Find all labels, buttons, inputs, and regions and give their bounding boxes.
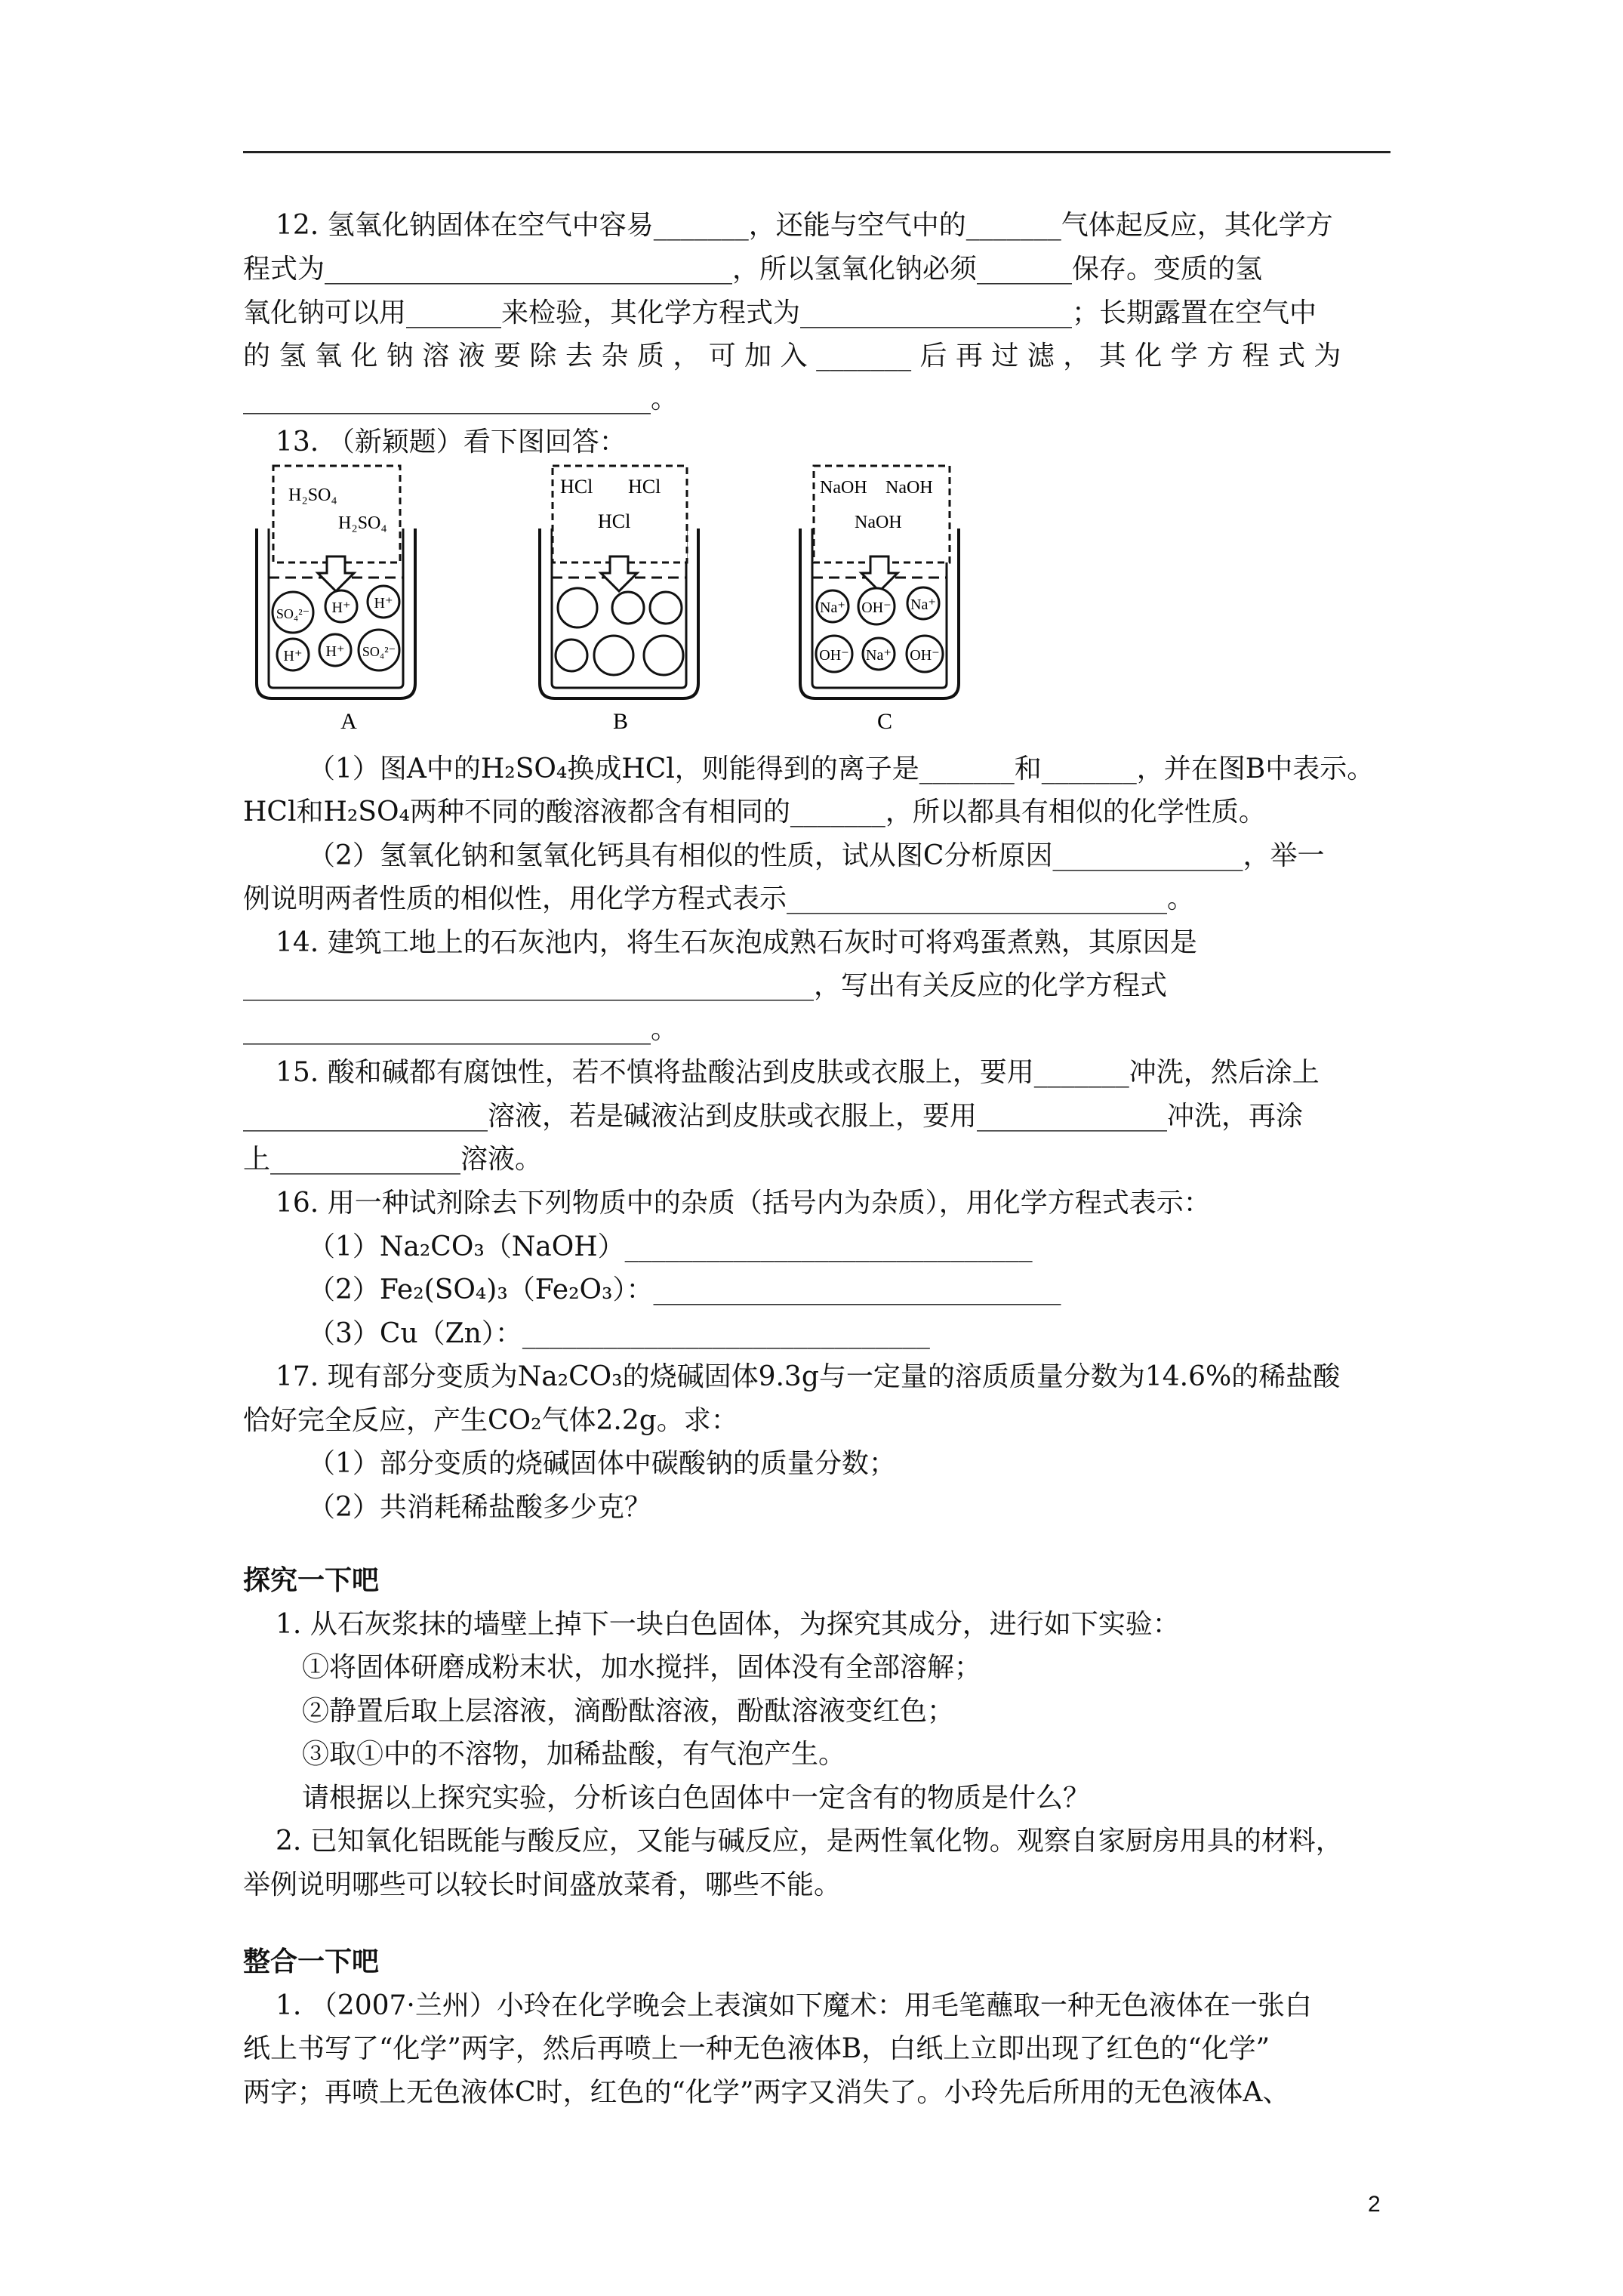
beaker-figure — [249, 457, 989, 744]
explore-step-2: ②静置后取上层溶液，滴酚酞溶液，酚酞溶液变红色； — [302, 1696, 955, 1727]
b-drop-2: HCl — [628, 476, 661, 498]
explore-question: 请根据以上探究实验，分析该白色固体中一定含有的物质是什么？ — [302, 1783, 1091, 1814]
a-ion-2: H⁺ — [331, 599, 351, 616]
c-ion-3: Na⁺ — [910, 596, 936, 613]
q17-sub-1: （1）部分变质的烧碱固体中碳酸钠的质量分数； — [308, 1448, 896, 1479]
a-ion-3: H⁺ — [374, 595, 393, 612]
q16-item-1: （1）Na₂CO₃（NaOH）______________________________ — [308, 1231, 1033, 1262]
a-ion-6: SO₄²⁻ — [362, 644, 396, 659]
b-drop-1: HCl — [560, 476, 593, 498]
integrate-section-title: 整合一下吧 — [243, 1946, 380, 1977]
beaker-a — [257, 466, 415, 734]
c-drop-2: NaOH — [885, 478, 933, 498]
beaker-c-label: C — [876, 709, 893, 734]
q14-line-1: 14. 建筑工地上的石灰池内，将生石灰泡成熟石灰时可将鸡蛋煮熟，其原因是 — [276, 927, 1197, 958]
explore-step-1: ①将固体研磨成粉末状，加水搅拌，固体没有全部溶解； — [302, 1652, 982, 1683]
explore-q2-line-1: 2. 已知氧化铝既能与酸反应，又能与碱反应，是两性氧化物。观察自家厨房用具的材料， — [276, 1826, 1343, 1857]
integrate-line-1: 1. （2007·兰州）小玲在化学晚会上表演如下魔术：用毛笔蘸取一种无色液体在一张白 — [276, 1990, 1312, 2021]
explore-section-title: 探究一下吧 — [243, 1565, 380, 1596]
header-rule — [243, 151, 1390, 153]
q12-line-2: 程式为______________________________，所以氢氧化钠必须_______保存。变质的氢 — [243, 254, 1263, 285]
explore-q1: 1. 从石灰浆抹的墙壁上掉下一块白色固体，为探究其成分，进行如下实验： — [276, 1609, 1180, 1640]
q15-line-3: 上______________溶液。 — [243, 1144, 543, 1175]
c-ion-4: OH⁻ — [819, 647, 849, 664]
c-ion-1: Na⁺ — [820, 599, 845, 616]
beaker-b-label: B — [612, 709, 629, 734]
q15-line-1: 15. 酸和碱都有腐蚀性，若不慎将盐酸沾到皮肤或衣服上，要用_______冲洗，然后涂上 — [276, 1057, 1320, 1088]
a-ion-1: SO₄²⁻ — [276, 606, 310, 621]
q12-line-4: 的 氢 氧 化 钠 溶 液 要 除 去 杂 质 ， 可 加 入 _______ 后 再 过 滤 ， 其 化 学 方 程 式 为 — [243, 341, 1341, 371]
q13-part2-line-1: （2）氢氧化钠和氢氧化钙具有相似的性质，试从图C分析原因______________，举一 — [308, 840, 1325, 871]
beaker-b — [540, 466, 698, 734]
q12-line-1: 12. 氢氧化钠固体在空气中容易_______，还能与空气中的_______气体起反应，其化学方 — [276, 210, 1333, 241]
c-ion-6: OH⁻ — [910, 647, 940, 664]
q16-item-3: （3）Cu（Zn）：______________________________ — [308, 1318, 930, 1349]
q13-part1-line-1: （1）图A中的H₂SO₄换成HCl，则能得到的离子是_______和_______，并在图B中表示。 — [308, 754, 1375, 784]
a-ion-4: H⁺ — [283, 648, 303, 664]
q14-line-2: __________________________________________，写出有关反应的化学方程式 — [243, 970, 1168, 1001]
q12-line-3: 氧化钠可以用_______来检验，其化学方程式为____________________；长期露置在空气中 — [243, 297, 1317, 328]
c-ion-5: Na⁺ — [866, 647, 892, 664]
explore-step-3: ③取①中的不溶物，加稀盐酸，有气泡产生。 — [302, 1739, 846, 1770]
q13-part1-line-2: HCl和H₂SO₄两种不同的酸溶液都含有相同的_______，所以都具有相似的化学性质。 — [243, 797, 1266, 827]
beaker-c — [800, 466, 959, 734]
page-number: 2 — [1368, 2192, 1381, 2217]
a-drop-2: H₂SO₄ — [338, 513, 387, 533]
q17-line-2: 恰好完全反应，产生CO₂气体2.2g。求： — [243, 1405, 738, 1436]
q17-line-1: 17. 现有部分变质为Na₂CO₃的烧碱固体9.3g与一定量的溶质质量分数为14.6%的稀盐酸 — [276, 1361, 1341, 1392]
q17-sub-2: （2）共消耗稀盐酸多少克？ — [308, 1492, 651, 1523]
integrate-line-3: 两字；再喷上无色液体C时，红色的“化学”两字又消失了。小玲先后所用的无色液体A、 — [243, 2077, 1290, 2108]
q13-part2-line-2: 例说明两者性质的相似性，用化学方程式表示____________________________。 — [243, 883, 1195, 914]
q14-line-3: ______________________________。 — [243, 1014, 678, 1045]
a-drop-1: H₂SO₄ — [288, 485, 337, 505]
q15-line-2: __________________溶液，若是碱液沾到皮肤或衣服上，要用______________冲洗，再涂 — [243, 1101, 1304, 1132]
q16-item-2: （2）Fe₂(SO₄)₃（Fe₂O₃）：______________________________ — [308, 1274, 1061, 1305]
a-ion-5: H⁺ — [325, 643, 345, 660]
beaker-a-label: A — [340, 709, 357, 734]
c-ion-2: OH⁻ — [861, 599, 892, 616]
q13-intro: 13. （新颖题）看下图回答： — [276, 427, 627, 458]
c-drop-1: NaOH — [820, 478, 867, 498]
q12-line-5: ______________________________。 — [243, 384, 678, 415]
c-drop-3: NaOH — [855, 513, 902, 532]
explore-q2-line-2: 举例说明哪些可以较长时间盛放菜肴，哪些不能。 — [243, 1869, 842, 1900]
integrate-line-2: 纸上书写了“化学”两字，然后再喷上一种无色液体B，白纸上立即出现了红色的“化学” — [243, 2033, 1270, 2064]
q16-intro: 16. 用一种试剂除去下列物质中的杂质（括号内为杂质），用化学方程式表示： — [276, 1188, 1211, 1219]
b-drop-3: HCl — [598, 510, 631, 532]
